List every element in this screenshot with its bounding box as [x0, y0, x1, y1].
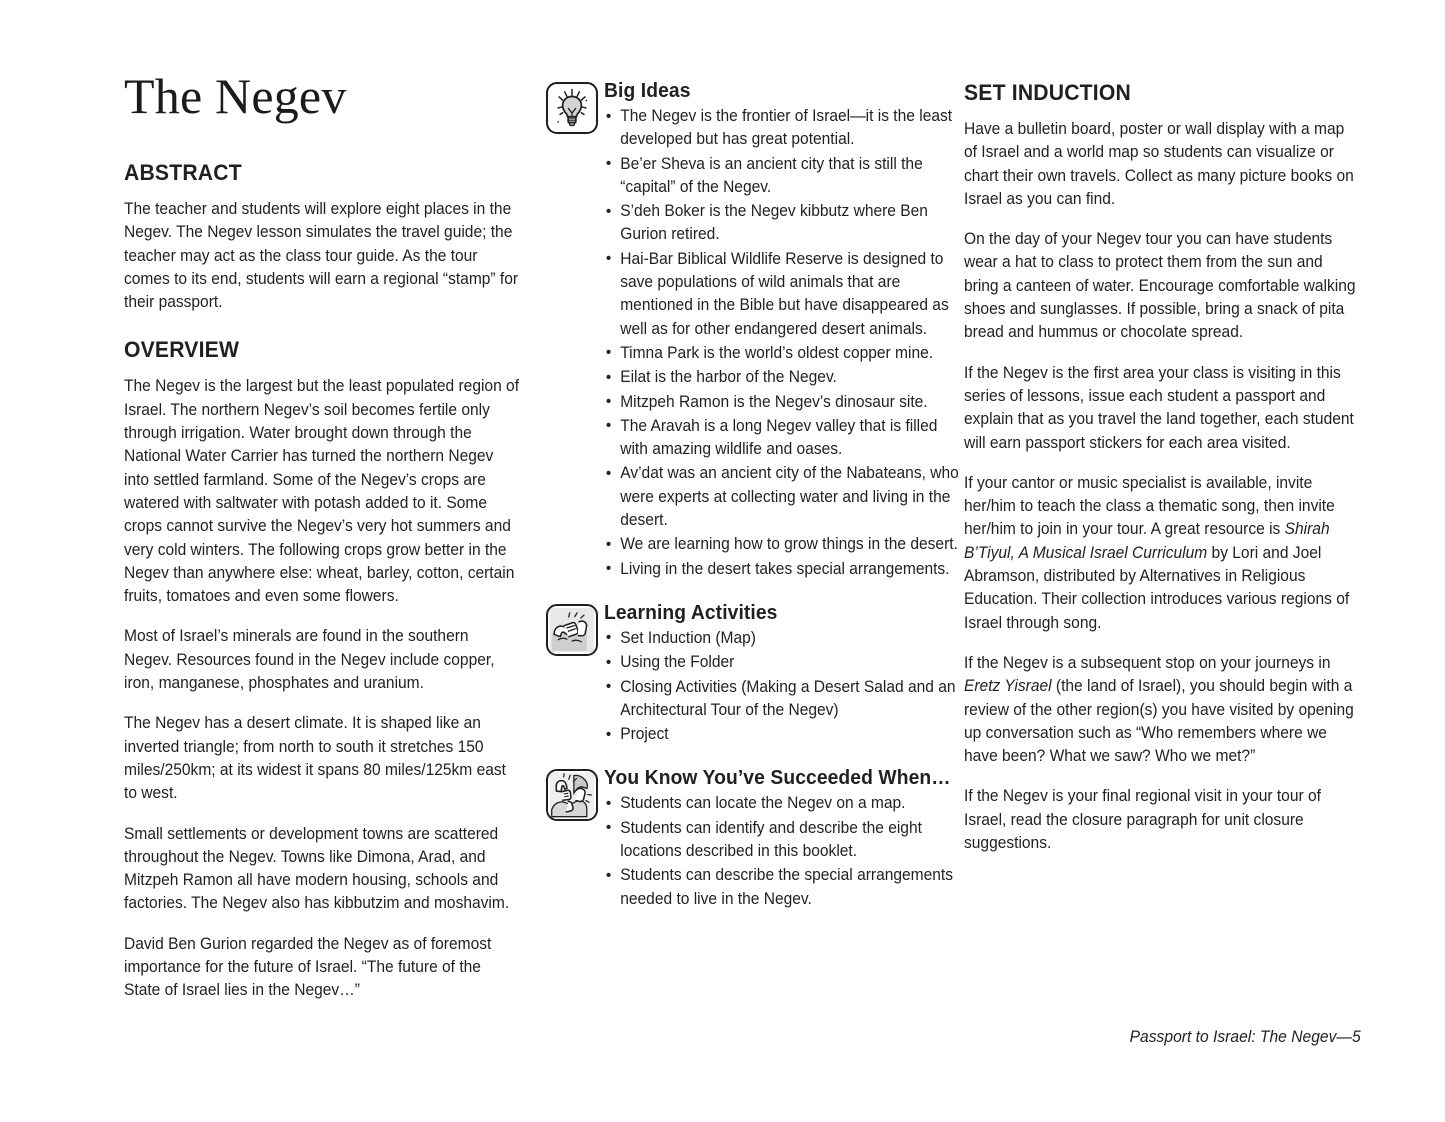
list-item: • Living in the desert takes special arrangements. — [604, 558, 960, 581]
set-induction-paragraph — [964, 228, 1356, 344]
list-item: • Closing Activities (Making a Desert Salad and an Architectural Tour of the Negev) — [604, 676, 960, 723]
overview-paragraph: Most of Israel’s minerals are found in the southern Negev. Resources found in the Negev include copper, iron, manganese, phosphates and uranium. — [124, 627, 495, 693]
list-item: • Project — [604, 723, 960, 746]
list-item: • Using the Folder — [604, 651, 960, 674]
list-item: • Students can describe the special arrangements needed to live in the Negev. — [604, 864, 960, 911]
big-ideas-list — [604, 105, 959, 581]
set-induction-paragraph — [964, 118, 1356, 211]
text-run: If the Negev is your final regional visit in your tour of Israel, read the closure paragraph for unit closure suggestions. — [964, 787, 1321, 853]
text-run: Have a bulletin board, poster or wall display with a map of Israel and a world map so students can visualize or chart their own travels. Collect as many picture books on Israel as you can find. — [964, 120, 1354, 208]
list-item: • The Aravah is a long Negev valley that is filled with amazing wildlife and oases. — [604, 415, 960, 462]
page-footer: Passport to Israel: The Negev—5 — [1129, 1028, 1361, 1046]
page-title: The Negev — [124, 68, 347, 124]
lightbulb-icon — [546, 82, 598, 134]
abstract-paragraph: The teacher and students will explore eight places in the Negev. The Negev lesson simulates the travel guide; the teacher may act as the class tour guide. As the tour comes to its end, students will earn a regional “stamp” for their passport. — [124, 200, 519, 312]
hands-writing-icon — [546, 604, 598, 656]
list-item: • Av’dat was an ancient city of the Nabateans, who were experts at collecting water and living in the desert. — [604, 462, 960, 532]
list-item: • Mitzpeh Ramon is the Negev’s dinosaur site. — [604, 391, 960, 414]
text-run: On the day of your Negev tour you can have students wear a hat to class to protect them from the sun and bring a canteen of water. Encourage comfortable walking shoes and sunglasses. If possible, bring a snack of pita bread and hummus or chocolate spread. — [964, 230, 1356, 342]
set-induction-paragraph — [964, 472, 1356, 635]
list-item: • S’deh Boker is the Negev kibbutz where Ben Gurion retired. — [604, 200, 960, 247]
list-item: • Be’er Sheva is an ancient city that is still the “capital” of the Negev. — [604, 153, 960, 200]
text-run: If the Negev is the first area your class is visiting in this series of lessons, issue each student a passport and explain that as you travel the land together, each student will earn passport stickers for each area visited. — [964, 363, 1354, 452]
abstract-heading: ABSTRACT — [124, 160, 242, 185]
text-run-italic: Eretz Yisrael — [964, 677, 1052, 696]
section-spacer — [546, 585, 944, 601]
text-run: If the Negev is a subsequent stop on your journeys in — [964, 653, 1331, 672]
list-item: • We are learning how to grow things in the desert. — [604, 533, 960, 556]
learning-activities-heading: Learning Activities — [604, 600, 778, 624]
section-abstract — [124, 160, 520, 314]
big-ideas-heading: Big Ideas — [604, 79, 691, 102]
overview-paragraph: David Ben Gurion regarded the Negev as of foremost importance for the future of Israel. “The future of the State of Israel lies in the Negev…” — [124, 934, 492, 1000]
section-big-ideas — [546, 79, 959, 581]
section-succeeded-when — [546, 766, 954, 910]
set-induction-paragraph — [964, 652, 1356, 768]
left-column — [124, 160, 520, 1003]
learning-activities-list — [604, 627, 956, 746]
text-run: by Lori and Joel Abramson, distributed by Alternatives in Religious Education. Their collection introduces various regions of Israel through song. — [964, 543, 1350, 632]
succeeded-when-heading: You Know You’ve Succeeded When… — [604, 766, 951, 790]
list-item: • The Negev is the frontier of Israel—it is the least developed but has great potential. — [604, 105, 960, 152]
list-item: • Timna Park is the world’s oldest copper mine. — [604, 342, 960, 365]
people-celebrating-icon — [546, 769, 598, 821]
overview-heading: OVERVIEW — [124, 337, 240, 363]
set-induction-paragraph — [964, 362, 1356, 455]
set-induction-paragraph — [964, 785, 1356, 855]
text-run: If your cantor or music specialist is available, invite her/him to teach the class a thematic song, then invite her/him to join in your tour. A great resource is — [964, 473, 1335, 539]
list-item: • Eilat is the harbor of the Negev. — [604, 366, 960, 389]
section-spacer — [546, 750, 944, 766]
overview-paragraph: Small settlements or development towns are scattered throughout the Negev. Towns like Dimona, Arad, and Mitzpeh Ramon all have modern housing, schools and factories. The Negev also has kibbutzim and moshavim. — [124, 824, 510, 913]
list-item: • Set Induction (Map) — [604, 627, 960, 650]
list-item: • Hai-Bar Biblical Wildlife Reserve is designed to save populations of wild animals that are mentioned in the Bible but have disappeared as well as for other endangered desert animals. — [604, 248, 960, 341]
section-overview — [124, 337, 520, 1002]
overview-paragraph: The Negev is the largest but the least populated region of Israel. The northern Negev’s soil becomes fertile only through irrigation. Water brought down through the National Water Carrier has turned the northern Negev into settled farmland. Some of the Negev’s crops are watered with saltwater with potash added to it. Some crops cannot survive the Negev’s very hot summers and very cold winters. The following crops grow better in the Negev than anywhere else: wheat, barley, cotton, certain fruits, tomatoes and even some flowers. — [124, 377, 520, 606]
list-item: • Students can identify and describe the eight locations described in this booklet. — [604, 817, 960, 864]
succeeded-when-list — [604, 792, 954, 910]
set-induction-heading: SET INDUCTION — [964, 80, 1131, 105]
overview-paragraph: The Negev has a desert climate. It is shaped like an inverted triangle; from north to south it stretches 150 miles/250km; at its widest it spans 80 miles/125km east to west. — [124, 714, 506, 803]
text-run: (the land of Israel), you should begin with a review of the other region(s) you have visited by opening up conversation such as “Who remembers where we have been? What we saw? Who we met?” — [964, 677, 1354, 766]
list-item: • Students can locate the Negev on a map. — [604, 792, 960, 815]
middle-column — [546, 79, 959, 915]
section-learning-activities — [546, 600, 956, 746]
right-column — [964, 80, 1356, 855]
text-run-italic: Shirah B’Tiyul, A Musical Israel Curriculum — [964, 520, 1330, 562]
